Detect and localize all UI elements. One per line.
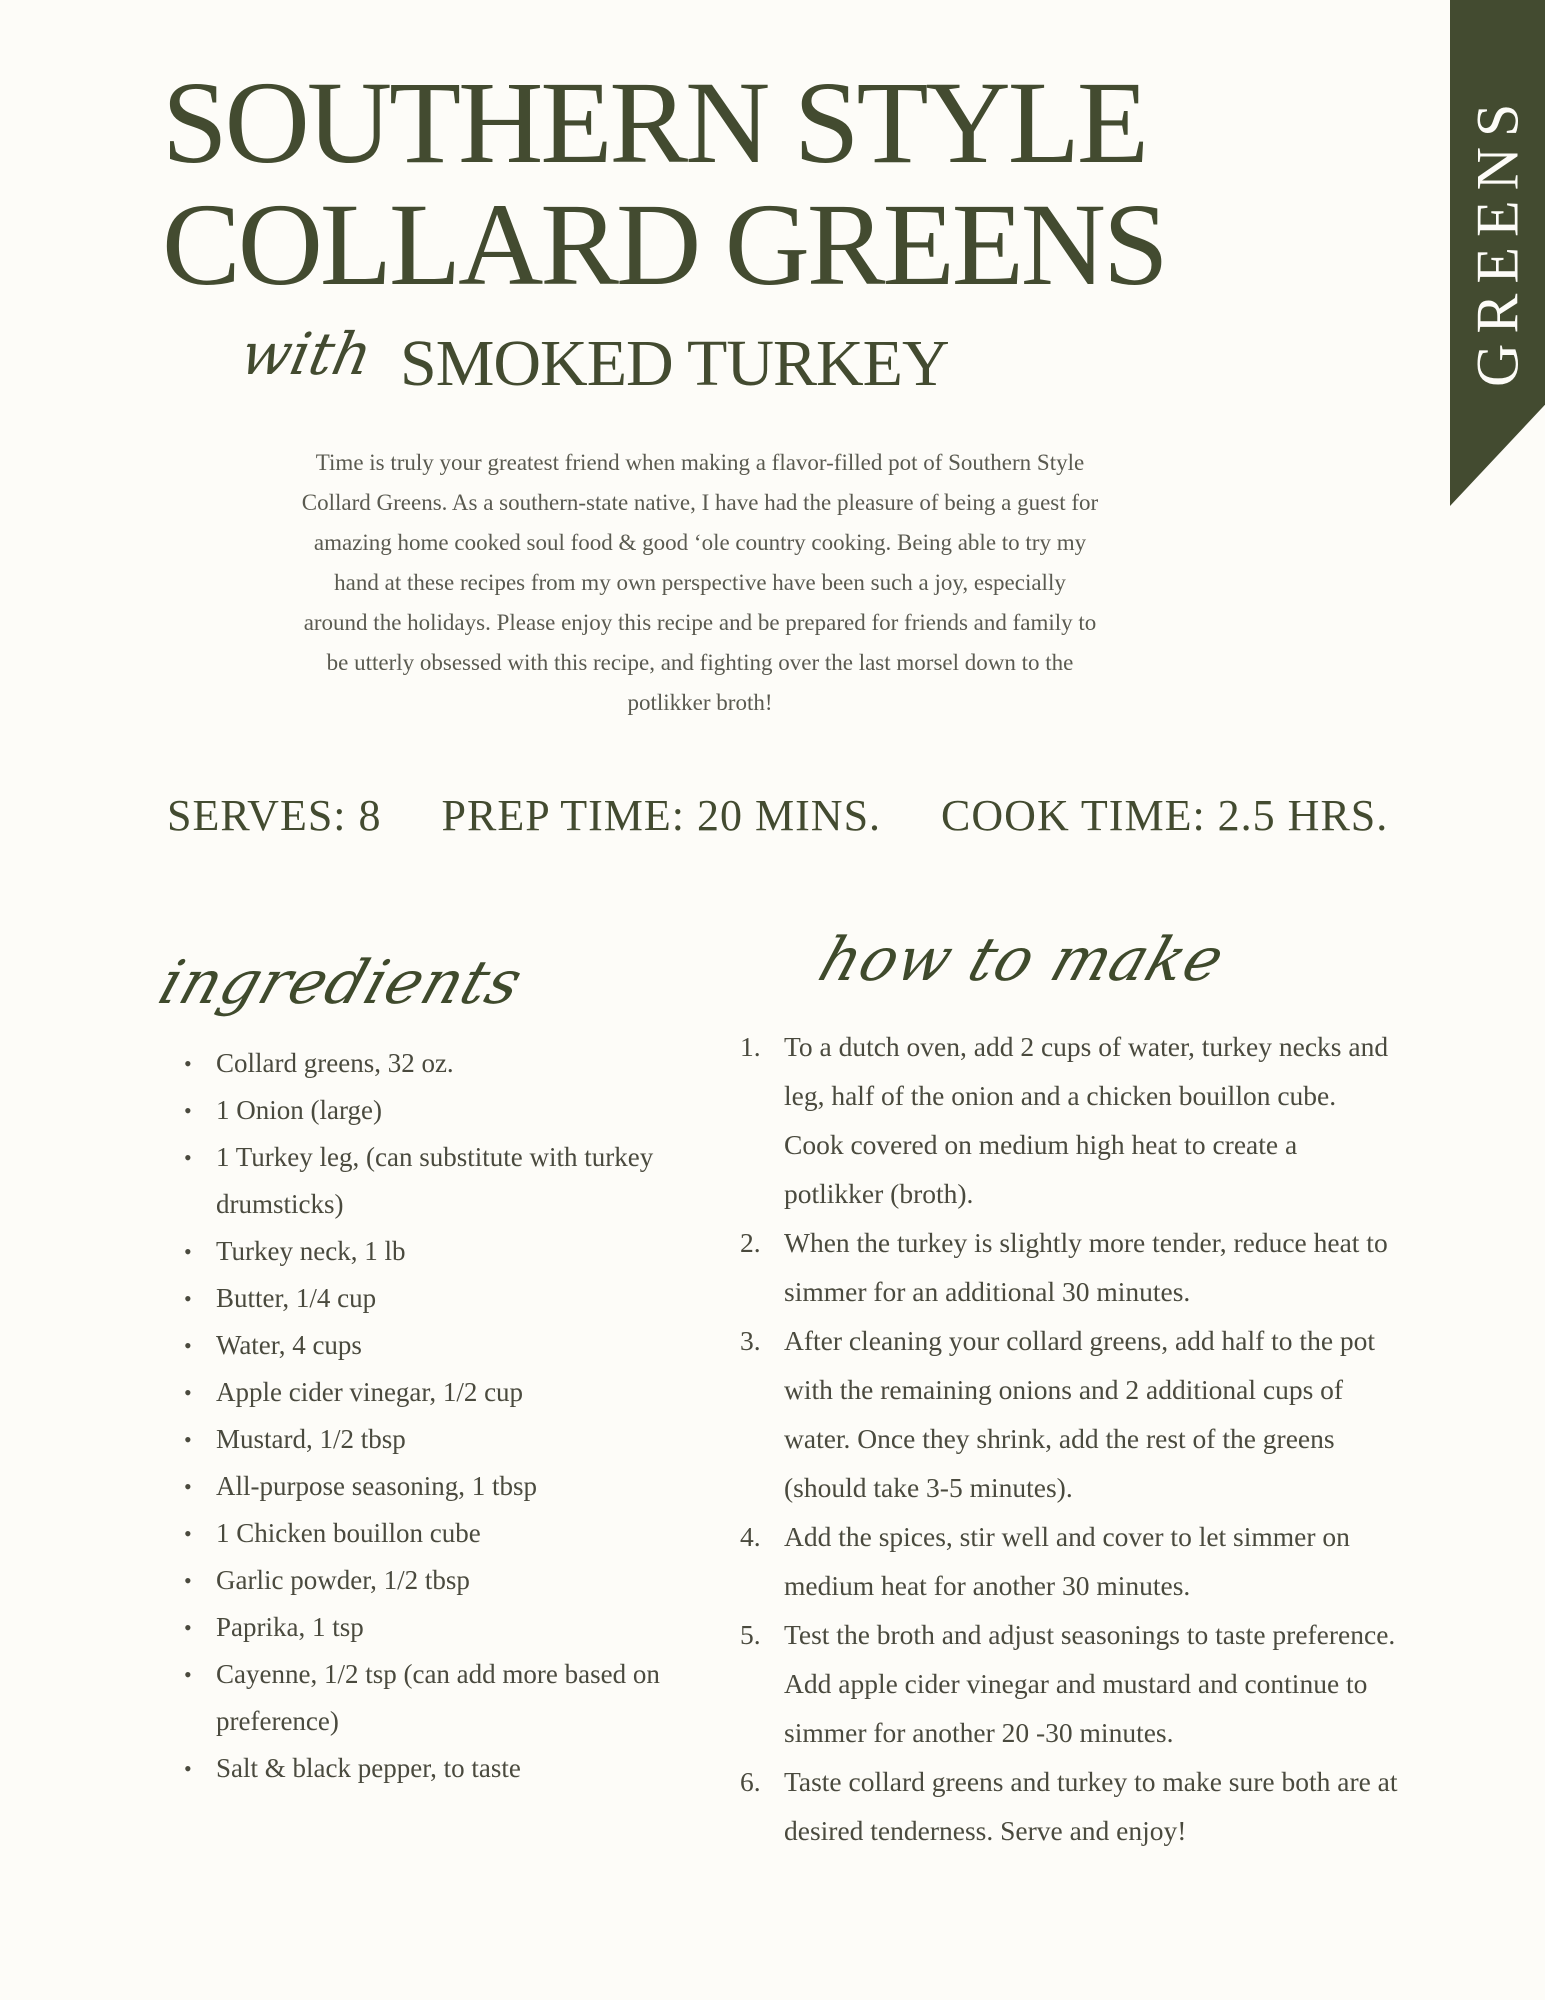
cook-time-stat: COOK TIME: 2.5 HRS. (941, 791, 1389, 840)
step-text: After cleaning your collard greens, add half to the pot with the remaining onions and 2 additional cups of water. Once they shrink, add the rest of the greens (should take 3-5 minutes). (784, 1325, 1376, 1503)
step-text: Taste collard greens and turkey to make sure both are at desired tenderness. Serve and enjoy! (784, 1766, 1398, 1846)
list-item: • Salt & black pepper, to taste (180, 1745, 700, 1792)
recipe-stats (167, 790, 1417, 841)
bullet-icon: • (184, 1662, 192, 1687)
list-item: • Butter, 1/4 cup (180, 1275, 700, 1322)
prep-time-stat: PREP TIME: 20 MINS. (441, 791, 882, 840)
bullet-icon: • (184, 1521, 192, 1546)
how-to-make-heading: how to make (810, 925, 1234, 995)
instructions-list (740, 1022, 1398, 1855)
step-number: 5. (740, 1619, 761, 1650)
list-item: • Water, 4 cups (180, 1322, 700, 1369)
bullet-icon: • (184, 1615, 192, 1640)
step-number: 6. (740, 1766, 761, 1797)
list-item: • Mustard, 1/2 tbsp (180, 1416, 700, 1463)
list-item: • 1 Turkey leg, (can substitute with turkey drumsticks) (180, 1134, 700, 1228)
bullet-icon: • (184, 1286, 192, 1311)
list-item: • Turkey neck, 1 lb (180, 1228, 700, 1275)
title-line-1: SOUTHERN STYLE (162, 57, 1146, 188)
bullet-icon: • (184, 1333, 192, 1358)
step-text: When the turkey is slightly more tender, reduce heat to simmer for an additional 30 minutes. (784, 1227, 1388, 1307)
bullet-icon: • (184, 1474, 192, 1499)
list-item: • All-purpose seasoning, 1 tbsp (180, 1463, 700, 1510)
step-text: To a dutch oven, add 2 cups of water, turkey necks and leg, half of the onion and a chicken bouillon cube. Cook covered on medium high heat to create a potlikker (broth). (784, 1031, 1389, 1209)
list-item: • 1 Onion (large) (180, 1087, 700, 1134)
list-item: • Cayenne, 1/2 tsp (can add more based on preference) (180, 1651, 700, 1745)
bullet-icon: • (184, 1239, 192, 1264)
instruction-step (740, 1610, 1398, 1757)
bullet-icon: • (184, 1145, 192, 1170)
subtitle-text: SMOKED TURKEY (400, 327, 949, 400)
list-item: • 1 Chicken bouillon cube (180, 1510, 700, 1557)
list-item: • Apple cider vinegar, 1/2 cup (180, 1369, 700, 1416)
ingredients-list (180, 1040, 700, 1792)
title-line-2: COLLARD GREENS (162, 179, 1166, 310)
step-text: Add the spices, stir well and cover to let simmer on medium heat for another 30 minutes. (784, 1521, 1350, 1601)
list-item: • Garlic powder, 1/2 tbsp (180, 1557, 700, 1604)
step-number: 3. (740, 1325, 761, 1356)
instruction-step (740, 1218, 1398, 1316)
intro-paragraph: Time is truly your greatest friend when making a flavor-filled pot of Southern Style Collard Greens. As a southern-state native, I have had the pleasure of being a guest for amazing home cooked soul food & good ‘ole country cooking. Being able to try my hand at these recipes from my own perspective have been such a joy, especially around the holidays. Please enjoy this recipe and be prepared for friends and family to be utterly obsessed with this recipe, and fighting over the last morsel down to the potlikker broth! (301, 450, 1099, 715)
instruction-step (740, 1022, 1398, 1218)
step-number: 4. (740, 1521, 761, 1552)
subtitle (234, 320, 1142, 400)
instruction-step (740, 1512, 1398, 1610)
bullet-icon: • (184, 1568, 192, 1593)
bullet-icon: • (184, 1098, 192, 1123)
subtitle-with-script: with (234, 320, 379, 388)
serves-stat: SERVES: 8 (167, 791, 382, 840)
list-item: • Paprika, 1 tsp (180, 1604, 700, 1651)
bullet-icon: • (184, 1756, 192, 1781)
category-ribbon-label: GREENS (1464, 93, 1531, 387)
bullet-icon: • (184, 1427, 192, 1452)
list-item: • Collard greens, 32 oz. (180, 1040, 700, 1087)
instruction-step (740, 1757, 1398, 1855)
recipe-title (162, 57, 1312, 310)
bullet-icon: • (184, 1051, 192, 1076)
step-text: Test the broth and adjust seasonings to taste preference. Add apple cider vinegar and mustard and continue to simmer for another 20 -30 minutes. (784, 1619, 1396, 1748)
bullet-icon: • (184, 1380, 192, 1405)
ingredients-heading: ingredients (150, 948, 532, 1018)
step-number: 1. (740, 1031, 761, 1062)
instruction-step (740, 1316, 1398, 1512)
step-number: 2. (740, 1227, 761, 1258)
